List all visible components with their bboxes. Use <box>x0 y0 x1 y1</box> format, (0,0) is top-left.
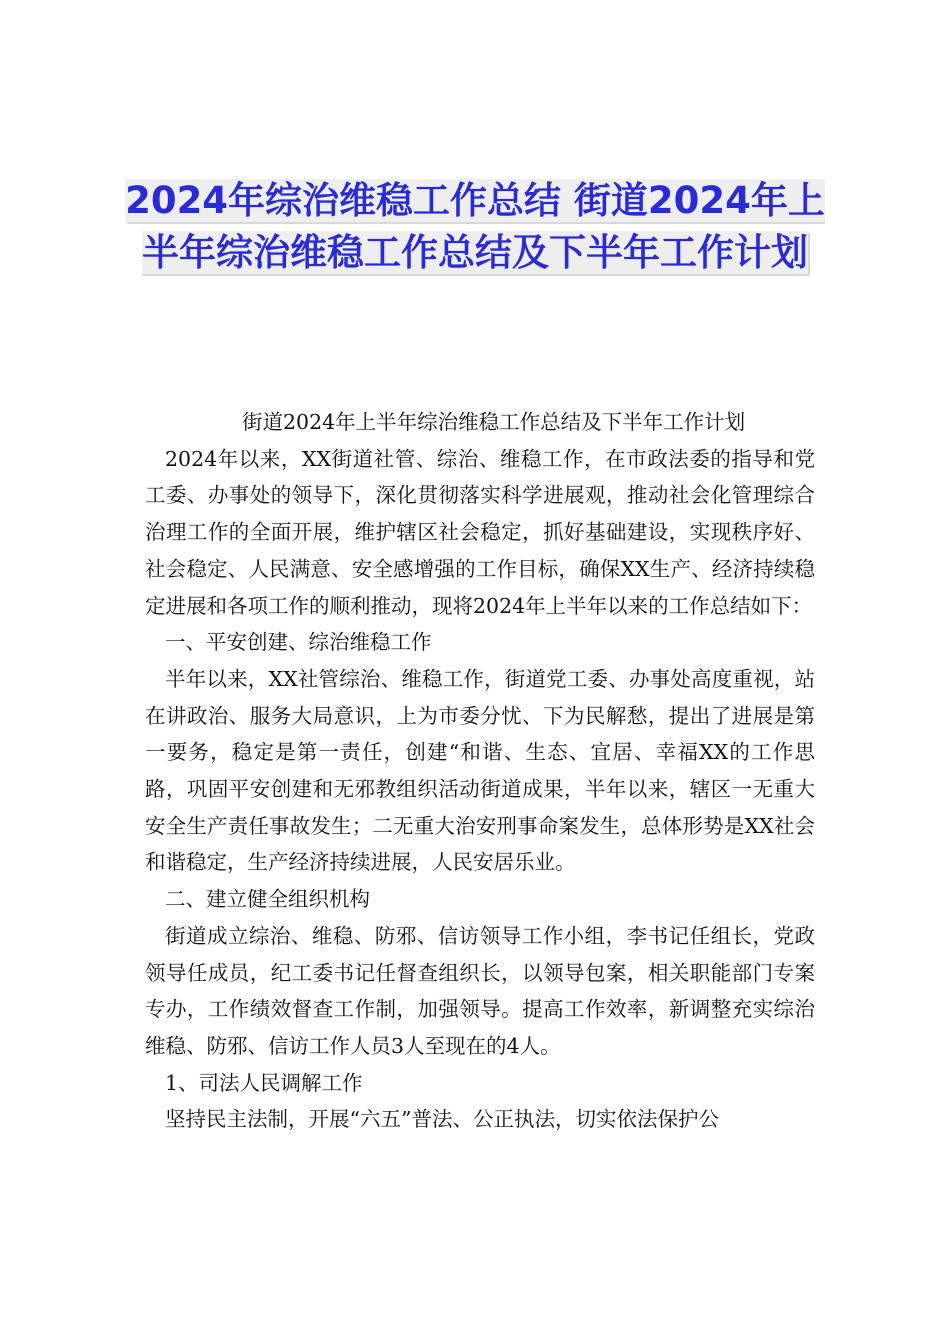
section-heading-1: 一、平安创建、综治维稳工作 <box>165 630 432 655</box>
subtitle-paragraph: 街道2024年上半年综治维稳工作总结及下半年工作计划 <box>242 410 746 434</box>
title-text: 2024年综治维稳工作总结 街道2024年上半年综治维稳工作总结及下半年工作计划 <box>125 179 825 274</box>
intro-paragraph: 2024年以来，XX街道社管、综治、维稳工作，在市政法委的指导和党工委、办事处的领导下，深化贯彻落实科学进展观，推动社会化管理综合治理工作的全面开展，维护辖区社会稳定，抓好基础建设，实现秩序好、社会稳定、人民满意、安全感增强的工作目标，确保XX生产、经济持续稳定进展和各项工作的顺利推动，现将2024年上半年以来的工作总结如下： <box>145 446 815 618</box>
document-title <box>120 175 830 279</box>
subsection-heading-1: 1、司法人民调解工作 <box>165 1070 363 1095</box>
document-body <box>145 404 815 1138</box>
section-heading-2: 二、建立健全组织机构 <box>165 887 370 912</box>
subsection-1-paragraph: 坚持民主法制，开展“六五”普法、公正执法，切实依法保护公 <box>165 1107 719 1132</box>
section-2-paragraph: 街道成立综治、维稳、防邪、信访领导工作小组，李书记任组长，党政领导任成员，纪工委书记任督查组织长，以领导包案，相关职能部门专案专办，工作绩效督查工作制，加强领导。提高工作效率，新调整充实综治维稳、防邪、信访工作人员3人至现在的4人。 <box>145 923 815 1058</box>
section-1-paragraph: 半年以来，XX社管综治、维稳工作，街道党工委、办事处高度重视，站在讲政治、服务大局意识，上为市委分忧、下为民解愁，提出了进展是第一要务，稳定是第一责任，创建“和谐、生态、宜居、幸福XX的工作思路，巩固平安创建和无邪教组织活动街道成果，半年以来，辖区一无重大安全生产责任事故发生；二无重大治安刑事命案发生，总体形势是XX社会和谐稳定，生产经济持续进展，人民安居乐业。 <box>145 666 815 875</box>
